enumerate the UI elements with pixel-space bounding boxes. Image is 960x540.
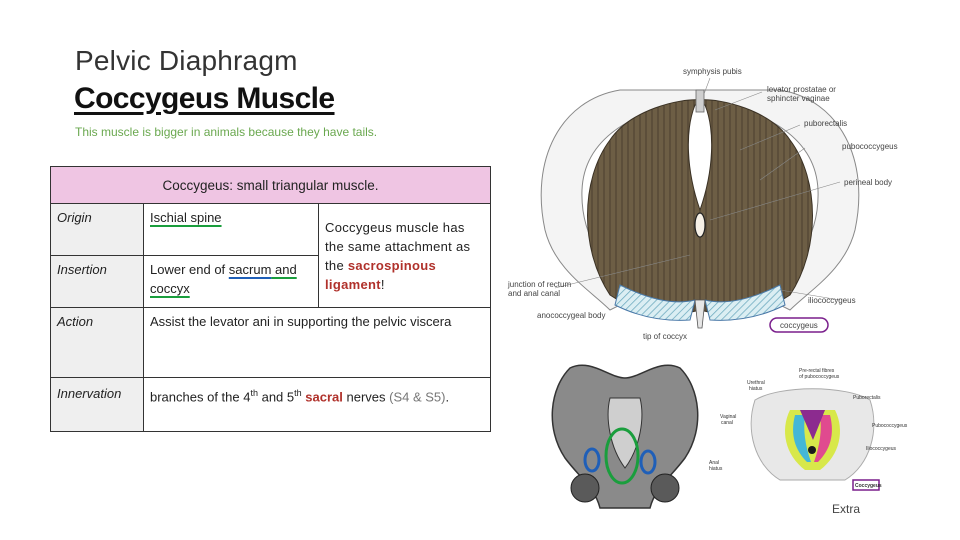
side-note-text: Coccygeus muscle has the same attachment as the [325,219,471,273]
table-header [51,167,491,204]
label-symphysis-pubis: symphysis pubis [683,67,742,76]
innervation-sacral: sacral [305,389,343,405]
label-junction-2: and anal canal [508,289,561,298]
insertion-sacrum: sacrum [228,262,272,277]
small-label-anal-2: hiatus [709,466,723,472]
label-sphincter-vaginae: sphincter vaginae [767,94,830,103]
innervation-label: Innervation [51,378,144,432]
small-label-puborectalis: Puborectalis [853,395,881,401]
small-label-urethral-2: hiatus [749,386,763,392]
action-label: Action [51,308,144,378]
side-note-end: ! [380,276,385,292]
action-value: Assist the levator ani in supporting the pelvic viscera [144,308,491,378]
side-note-ligament: sacrospinous ligament [325,257,437,292]
innervation-sup-1: th [250,388,258,398]
label-junction-1: junction of rectum [508,280,572,289]
origin-label: Origin [51,204,144,256]
small-label-vaginal-2: canal [721,420,733,426]
insertion-value [144,256,319,308]
small-label-pre-rectal-2: of pubococcygeus [799,374,840,380]
innervation-sup-2: th [294,388,302,398]
label-puborectalis: puborectalis [804,119,848,128]
origin-value [144,204,319,256]
table-header-rest: small triangular muscle. [233,177,379,193]
innervation-text-4: nerves [342,389,390,405]
coccygeus-table [50,166,491,432]
label-anococcygeal: anococcygeal body [537,311,606,320]
origin-value-text: Ischial spine [150,210,222,225]
innervation-text-1: branches of the 4 [150,389,251,405]
small-label-anal-1: Anal [709,460,720,466]
side-note [319,204,491,308]
table-header-bold: Coccygeus: [162,177,233,193]
innervation-value [144,378,491,432]
innervation-segments: (S4 & S5) [389,389,446,405]
label-levator-prostatae: levator prostatae or [767,85,836,94]
slide-subtitle: Coccygeus Muscle [74,82,335,115]
pelvis-bone-image [540,348,710,528]
insertion-coccyx: and coccyx [150,262,297,296]
extra-label: Extra [832,502,861,516]
label-perineal-body: perineal body [844,178,893,187]
small-label-coccygeus: Coccygeus [855,483,882,489]
label-coccygeus: coccygeus [780,321,818,330]
pelvic-floor-illustration [500,60,900,350]
small-label-urethral-1: Urethral [747,380,765,386]
label-iliococcygeus: iliococcygeus [808,296,856,305]
small-label-pre-rectal-1: Pre-rectal fibres [799,368,835,374]
slide-note: This muscle is bigger in animals because they have tails. [75,125,378,139]
innervation-text-2: and 5 [257,389,295,405]
label-tip-coccyx: tip of coccyx [643,332,688,341]
slide-title: Pelvic Diaphragm [75,45,298,76]
small-label-pubococcygeus: Pubococcygeus [872,423,908,429]
insertion-value-a: Lower end of [150,262,229,277]
insertion-label: Insertion [51,256,144,308]
innervation-text-5: . [445,389,450,405]
small-label-iliococcygeus: Iliococcygeus [866,446,897,452]
label-pubococcygeus: pubococcygeus [842,142,898,151]
small-label-vaginal-1: Vaginal [720,414,737,420]
